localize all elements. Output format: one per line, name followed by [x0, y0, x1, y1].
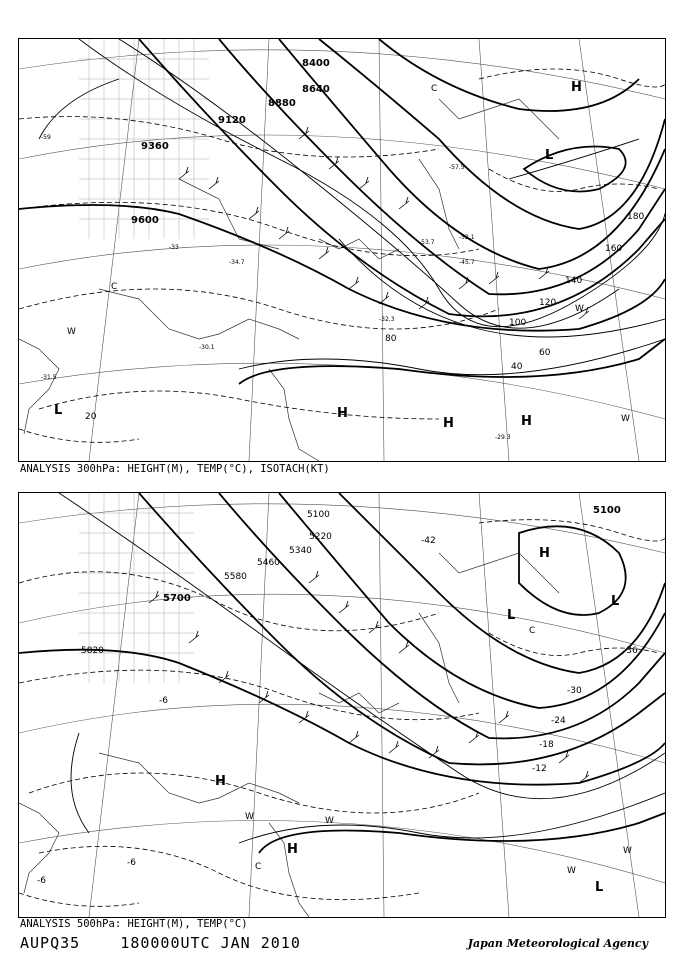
chart-code: AUPQ35: [20, 934, 81, 952]
warm-center: W: [621, 414, 630, 424]
temp-label: -33: [169, 244, 179, 251]
low-center: L: [54, 403, 63, 418]
height-label-5100-ne: 5100: [593, 505, 621, 516]
isotach-label-100: 100: [509, 318, 527, 328]
low-center: L: [611, 594, 620, 609]
isotherm-label--36: -36: [623, 646, 638, 656]
low-center: L: [595, 880, 604, 895]
warm-center: W: [575, 304, 584, 314]
high-center: H: [521, 414, 532, 429]
isotherm-label--30: -30: [567, 686, 582, 696]
isotherm-label--18: -18: [539, 740, 554, 750]
isotherms: [19, 520, 665, 907]
height-label-5580: 5580: [224, 572, 247, 582]
temp-label: -45.7: [459, 259, 475, 266]
height-label-9360: 9360: [141, 141, 169, 152]
high-center: H: [337, 406, 348, 421]
height-contours: [19, 493, 665, 853]
warm-center: W: [623, 846, 632, 856]
isotherm-label--24: -24: [551, 716, 566, 726]
temp-label: -57.5: [449, 164, 465, 171]
isotach-label-40: 40: [511, 362, 523, 372]
temp-label: -52.1: [459, 234, 475, 241]
isotherm-label--42: -42: [421, 536, 436, 546]
isotach-label-140: 140: [565, 276, 583, 286]
caption-500hpa: ANALYSIS 500hPa: HEIGHT(M), TEMP(°C): [20, 918, 248, 930]
chart-time: 180000UTC JAN 2010: [120, 934, 301, 952]
map-300hpa-canvas: [19, 39, 665, 461]
isotach-label-120: 120: [539, 298, 557, 308]
isotherm-label--6: -6: [127, 858, 136, 868]
temp-label: -34.7: [229, 259, 245, 266]
map-500hpa: [18, 492, 666, 918]
height-label-9120: 9120: [218, 115, 246, 126]
caption-300hpa: ANALYSIS 300hPa: HEIGHT(M), TEMP(°C), ISOTACH(KT): [20, 463, 330, 475]
warm-center: W: [325, 816, 334, 826]
isotherms: [19, 69, 665, 442]
high-center: H: [215, 774, 226, 789]
hatch-area: [79, 39, 209, 239]
warm-center: W: [567, 866, 576, 876]
map-500hpa-canvas: [19, 493, 665, 917]
height-contours: [19, 39, 665, 384]
high-center: H: [287, 842, 298, 857]
temp-label: -31.5: [41, 374, 57, 381]
height-label-9600: 9600: [131, 215, 159, 226]
isotach-label-20: 20: [85, 412, 97, 422]
cold-center: C: [529, 626, 536, 636]
isotach-label-160: 160: [605, 244, 623, 254]
cold-center: C: [431, 84, 438, 94]
graticule: [19, 39, 665, 461]
map-300hpa: [18, 38, 666, 462]
height-label-8640: 8640: [302, 84, 330, 95]
cold-center: C: [255, 862, 262, 872]
height-label-5340: 5340: [289, 546, 312, 556]
warm-center: W: [67, 327, 76, 337]
isotherm-label--6: -6: [37, 876, 46, 886]
isotherm-label--6: -6: [159, 696, 168, 706]
high-center: H: [443, 416, 454, 431]
height-label-8880: 8880: [268, 98, 296, 109]
isotach-label-80: 80: [385, 334, 397, 344]
low-center: L: [507, 608, 516, 623]
graticule: [19, 493, 665, 917]
isotach-label-180: 180: [627, 212, 645, 222]
height-label-5100: 5100: [307, 510, 330, 520]
temp-label: -30.1: [199, 344, 215, 351]
agency-name: Japan Meteorological Agency: [467, 937, 648, 950]
height-label-8400: 8400: [302, 58, 330, 69]
high-center: H: [571, 80, 582, 95]
temp-label: -59: [41, 134, 51, 141]
cold-center: C: [111, 282, 118, 292]
chart-identifier: [20, 934, 301, 952]
isotherm-label--12: -12: [532, 764, 547, 774]
height-label-5700: 5700: [163, 593, 191, 604]
height-label-5820: 5820: [81, 646, 104, 656]
height-label-5220: 5220: [309, 532, 332, 542]
warm-center: W: [245, 812, 254, 822]
temp-label: -32.3: [379, 316, 395, 323]
temp-label: -53.7: [419, 239, 435, 246]
temp-label: -29.3: [495, 434, 511, 441]
thin-contours: [59, 493, 665, 843]
high-center: H: [539, 546, 550, 561]
height-label-5460: 5460: [257, 558, 280, 568]
low-center: L: [545, 148, 554, 163]
isotach-label-60: 60: [539, 348, 551, 358]
